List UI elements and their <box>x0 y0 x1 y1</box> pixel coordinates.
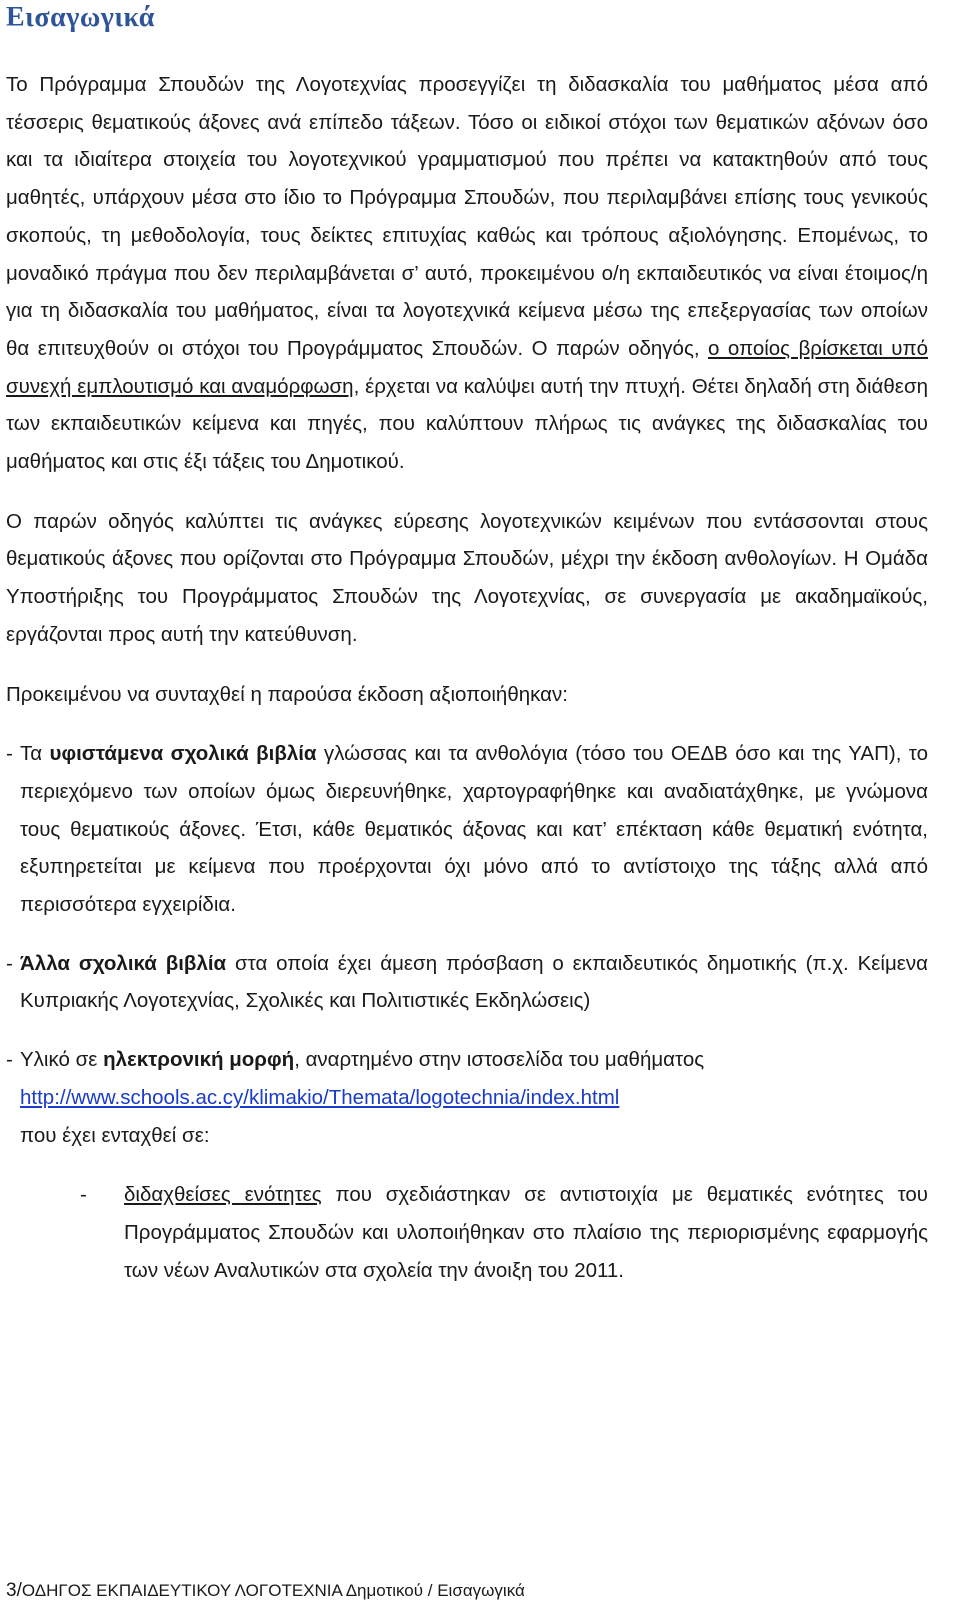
list-item-text <box>20 735 928 924</box>
list-item-suffix: , αναρτημένο στην ιστοσελίδα του μαθήματος <box>294 1048 705 1072</box>
footer-text: ΟΔΗΓΟΣ ΕΚΠΑΙΔΕΥΤΙΚΟΥ ΛΟΓΟΤΕΧΝΙΑ Δημοτικού / Εισαγωγικά <box>21 1581 525 1600</box>
bullet-dash: - <box>6 1048 13 1072</box>
bullet-dash: - <box>6 951 13 975</box>
sub-list-item-suffix: που σχεδιάστηκαν σε αντιστοιχία με θεματικές ενότητες του Προγράμματος Σπουδών και υλοποιήθηκαν στο πλαίσιο της περιορισμένης εφαρμογής των νέων Αναλυτικών στα σχολεία την άνοιξη του 2011. <box>124 1183 928 1282</box>
bullet-dash: - <box>6 742 13 766</box>
guide-paragraph: Ο παρών οδηγός καλύπτει τις ανάγκες εύρεσης λογοτεχνικών κειμένων που εντάσσονται στους θεματικούς άξονες που ορίζονται στο Πρόγραμμα Σπουδών, μέχρι την έκδοση ανθολογίων. Η Ομάδα Υποστήριξης του Προγράμματος Σπουδών της Λογοτεχνίας, σε συνεργασία με ακαδημαϊκούς, εργάζονται προς αυτή την κατεύθυνση. <box>6 509 928 646</box>
intro-text-b: , έρχεται να καλύψει αυτή την πτυχή. Θέτει δηλαδή στη διάθεση των εκπαιδευτικών κείμενα και πηγές, που καλύπτουν πλήρως τις ανάγκες της διδασκαλίας του μαθήματος και στις έξι τάξεις του Δημοτικού. <box>6 374 928 474</box>
list-item-bold-term: ηλεκτρονική μορφή <box>103 1048 295 1072</box>
list-item-text <box>20 1041 928 1154</box>
list-item-after-link: που έχει ενταχθεί σε: <box>20 1123 210 1147</box>
list-item-prefix: Υλικό σε <box>20 1048 104 1072</box>
sub-list-item-underlined: διδαχθείσες ενότητες <box>124 1183 322 1207</box>
sources-lead-paragraph: Προκειμένου να συνταχθεί η παρούσα έκδοση αξιοποιήθηκαν: <box>6 682 568 706</box>
intro-text-a: Το Πρόγραμμα Σπουδών της Λογοτεχνίας προσεγγίζει τη διδασκαλία του μαθήματος μέσα από τέσσερις θεματικούς άξονες ανά επίπεδο τάξεων. Τόσο οι ειδικοί στόχοι των θεματικών αξόνων όσο και τα ιδιαίτερα στοιχεία του λογοτεχνικού γραμματισμού που πρέπει να κατακτηθούν από τους μαθητές, υπάρχουν μέσα στο ίδιο το Πρόγραμμα Σπουδών, που περιλαμβάνει επίσης τους γενικούς σκοπούς, τη μεθοδολογία, τους δείκτες επιτυχίας καθώς και τρόπους αξιολόγησης. Επομένως, το μοναδικό πράγμα που δεν περιλαμβάνεται σ’ αυτό, προκειμένου ο/η εκπαιδευτικός να είναι έτοιμος/η για τη διδασκαλία του μαθήματος, είναι τα λογοτεχνικά κείμενα μέσω της επεξεργασίας των οποίων θα επιτευχθούν οι στόχοι του Προγράμματος Σπουδών. Ο παρών οδηγός, <box>6 73 928 360</box>
sub-list-item <box>80 1176 928 1289</box>
list-item <box>6 945 928 1020</box>
page-number: 3/ <box>6 1580 22 1601</box>
course-website-link[interactable]: http://www.schools.ac.cy/klimakio/Themata/logotechnia/index.html <box>20 1085 620 1109</box>
list-item-suffix: γλώσσας και τα ανθολόγια (τόσο του ΟΕΔΒ όσο και της ΥΑΠ), το περιεχόμενο των οποίων όμως διερευνήθηκε, χαρτογραφήθηκε και αναδιατάχθηκε, με γνώμονα τους θεματικούς άξονες. Έτσι, κάθε θεματικός άξονας και κατ’ επέκταση κάθε θεματική ενότητα, εξυπηρετείται με κείμενα που προέρχονται όχι μόνο από το αντίστοιχο της τάξης αλλά από περισσότερα εγχειρίδια. <box>20 742 929 917</box>
intro-paragraph <box>6 66 928 481</box>
list-item-text <box>20 945 928 1020</box>
bullet-dash: - <box>80 1183 87 1207</box>
list-item-bold-term: υφιστάμενα σχολικά βιβλία <box>49 742 317 766</box>
intro-underlined-text: ο οποίος βρίσκεται υπό συνεχή εμπλουτισμό και αναμόρφωση <box>6 336 928 398</box>
page-title: Εισαγωγικά <box>6 2 155 33</box>
sub-list-item-text <box>124 1176 928 1289</box>
list-item-suffix: στα οποία έχει άμεση πρόσβαση ο εκπαιδευτικός δημοτικής (π.χ. Κείμενα Κυπριακής Λογοτεχνίας, Σχολικές και Πολιτιστικές Εκδηλώσεις) <box>20 951 929 1013</box>
page-footer <box>6 1580 525 1602</box>
list-item-prefix: Τα <box>20 742 50 766</box>
list-item-bold-term: Άλλα σχολικά βιβλία <box>20 951 227 975</box>
document-body <box>6 66 928 1289</box>
list-item <box>6 1041 928 1154</box>
list-item <box>6 735 928 924</box>
